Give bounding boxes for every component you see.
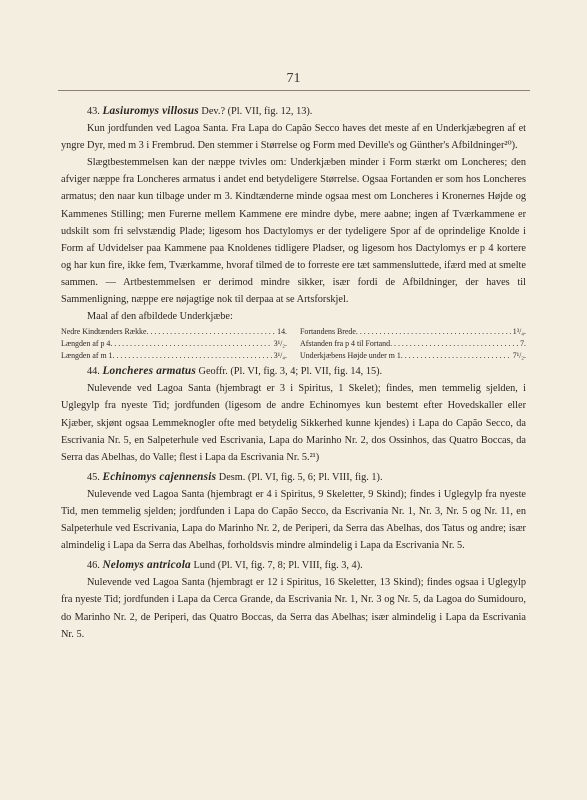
species-author: Geoffr. (Pl. VI, fig. 3, 4; Pl. VII, fig. 14, 15). (198, 366, 383, 378)
paragraph: Nulevende ved Lagoa Santa (hjembragt er 3 i Spiritus, 1 Skelet); findes, men temmelig sjelden, i Uglegylp fra nyeste Tid; jordfunden (ligesom de andre Echinomyes kun bestemt efter Hovedskaller eller Kjæber, skjønt ogsaa Lemmeknogler ofte med betydelig Sikkerhed kunne kjendes) i Lapa do Capão Secco, da Escrivania Nr. 5, en Salpeterhule ved Escrivania, Lapa do Marinho Nr. 2, dos Ossinhos, das Quatro Boccas, da Serra das Abelhas, do Valle; flest i Lapa da Escrivania Nr. 5.²¹) (61, 383, 526, 463)
paragraph: Maal af den afbildede Underkjæbe: (87, 311, 233, 323)
section-46-heading: 46. Nelomys antricola Lund (Pl. VI, fig. 7, 8; Pl. VIII, fig. 3, 4). (87, 559, 363, 572)
species-author: Desm. (Pl. VI, fig. 5, 6; Pl. VIII, fig. 1). (218, 471, 383, 483)
document-body (61, 103, 526, 643)
header-rule (58, 90, 530, 91)
section-45-heading: 45. Echinomys cajennensis Desm. (Pl. VI, fig. 5, 6; Pl. VIII, fig. 1). (87, 470, 383, 483)
species-name: Loncheres armatus (102, 365, 196, 378)
species-author: Dev.? (Pl. VII, fig. 12, 13). (201, 106, 313, 117)
paragraph: Nulevende ved Lagoa Santa (hjembragt er 12 i Spiritus, 16 Skeletter, 13 Skind); findes ogsaa i Uglegylp fra nyeste Tid; jordfunden i Lapa da Cerca Grande, da Escrivania Nr. 1, Nr. 3 og Nr. 5, da Lagoa do Sumidouro, do Marinho Nr. 2, de Periperi, das Quatro Boccas, da Serra das Abelhas; især almindelig i Lapa da Escrivania Nr. 5. (61, 577, 526, 640)
table-row: Længden af m 1 . . . 3¹/₄. Underkjæbens Højde under m 1 . . . 7¹/₂. (61, 350, 526, 362)
species-author: Lund (Pl. VI, fig. 7, 8; Pl. VIII, fig. 3, 4). (193, 560, 363, 572)
table-row: Længden af p 4 . . . 3¹/₂. Afstanden fra p 4 til Fortand . . . 7. (61, 338, 526, 350)
paragraph: Slægtbestemmelsen kan der næppe tvivles om: Underkjæben minder i Form stærkt om Loncheres; den afviger næppe fra Loncheres armatus i andet end betydeligere Størrelse. Ogsaa Fortanden er som hos Loncheres armatus; den naar kun tilbage under m 3. Kindtænderne minde ogsaa mest om Loncheres i Kronernes Højde og Kammenes Stilling; men Furerne mellem Kammene ere mindre dybe, mere aabne; ingen af Tværkammene er udskilt som fri selvstændig Plade; ligesom hos Dactylomys er der tydeligere Spor af de oprindelige Knolde i Form af Udvidelser paa Kammene paa Knoldenes tidligere Pladser, og ligesom hos Dactylomys er p 4 kortere og har kun fire, ikke fem, Tværkamme, hvoraf tilmed de to forreste ere tæt sammensluttede, ifærd med at smelte sammen. — Artbestemmelsen er derimod mindre sikker, især fordi de Afbildninger, der haves til Sammenligning, næppe ere nøjagtige nok til derpaa at se Artsforskjel. (61, 157, 526, 306)
species-name: Echinomys cajennensis (102, 470, 217, 483)
page-number: 71 (286, 71, 301, 86)
species-name: Lasiuromys villosus (102, 105, 199, 117)
paragraph: Nulevende ved Lagoa Santa (hjembragt er 4 i Spiritus, 9 Skeletter, 9 Skind); findes i Uglegylp fra nyeste Tid, men temmelig sjelden; jordfunden i Lapa do Capão Secco, da Escrivania Nr. 1, Nr. 3, Nr. 5 og Nr. 11, en Salpeterhule ved Escrivania, Lapa do Marinho Nr. 2, de Periperi, da Serra das Abelhas, dos Tatus og andre; især almindelig i Lapa da Serra das Abelhas, forholdsvis mindre almindelig i Lapa da Escrivania Nr. 5. (61, 488, 526, 552)
section-43-heading: 43. Lasiuromys villosus Dev.? (Pl. VII, fig. 12, 13). (87, 105, 313, 117)
measurement-table (61, 326, 526, 362)
paragraph: Kun jordfunden ved Lagoa Santa. Fra Lapa do Capão Secco haves det meste af en Underkjæbegren af et yngre Dyr, med m 3 i Frembrud. Den stemmer i Størrelse og Form med Deville's og Günther's Afbildninger²⁰). (61, 123, 526, 152)
species-name: Nelomys antricola (102, 559, 191, 572)
table-row: Nedre Kindtænders Række . . . 14. Fortandens Brede . . . 1³/₄. (61, 326, 526, 338)
section-44-heading: 44. Loncheres armatus Geoffr. (Pl. VI, fig. 3, 4; Pl. VII, fig. 14, 15). (87, 365, 383, 378)
